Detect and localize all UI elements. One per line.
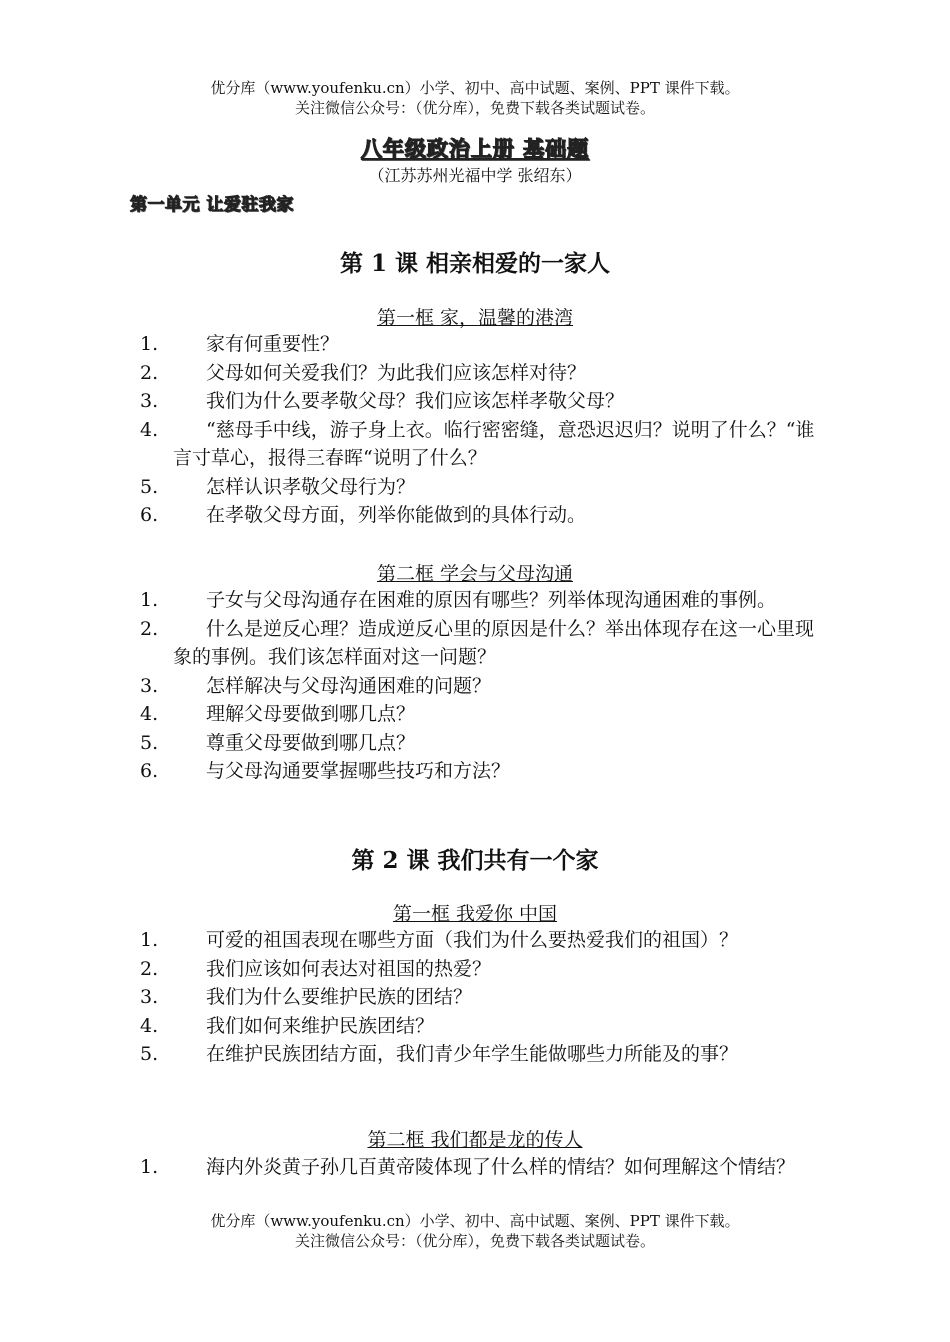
lesson-title: 第 1 课 相亲相爱的一家人 bbox=[339, 250, 611, 277]
question-item bbox=[140, 672, 820, 701]
section-title: 第一框 家，温馨的港湾 bbox=[376, 307, 574, 329]
question-number: 5. bbox=[140, 731, 159, 754]
question-number: 1. bbox=[140, 589, 159, 611]
question-number: 1. bbox=[140, 929, 159, 951]
question-list bbox=[140, 926, 820, 1069]
question-number: 6. bbox=[140, 760, 159, 782]
question-number: 6. bbox=[140, 504, 159, 526]
question-number: 1. bbox=[140, 1156, 159, 1178]
question-number: 2. bbox=[140, 957, 159, 980]
question-number: 4. bbox=[140, 1014, 159, 1037]
lesson-title: 第 2 课 我们共有一个家 bbox=[351, 847, 599, 874]
question-text: 我们应该如何表达对祖国的热爱？ bbox=[206, 957, 492, 980]
question-list bbox=[140, 1153, 820, 1182]
question-text: 我们为什么要孝敬父母？我们应该怎样孝敬父母？ bbox=[206, 390, 625, 412]
footer-line-2: 关注微信公众号：（优分库），免费下载各类试题试卷。 bbox=[294, 1232, 655, 1250]
page-header bbox=[0, 78, 950, 118]
question-number: 2. bbox=[140, 617, 159, 640]
document-title: 八年级政治上册 基础题 bbox=[360, 137, 590, 161]
question-text: 怎样解决与父母沟通困难的问题？ bbox=[206, 674, 492, 697]
question-list bbox=[140, 586, 820, 786]
question-item bbox=[140, 700, 820, 729]
question-item bbox=[140, 387, 820, 416]
question-text: 与父母沟通要掌握哪些技巧和方法？ bbox=[206, 760, 511, 782]
question-text: 父母如何关爱我们？为此我们应该怎样对待？ bbox=[206, 361, 587, 384]
question-item bbox=[140, 1040, 820, 1069]
question-item bbox=[140, 926, 820, 955]
unit-heading: 第一单元 让爱驻我家 bbox=[130, 195, 294, 215]
question-item bbox=[140, 473, 820, 502]
question-text: 我们为什么要维护民族的团结？ bbox=[206, 986, 473, 1008]
question-item bbox=[140, 983, 820, 1012]
question-list bbox=[140, 330, 820, 530]
question-text: 子女与父母沟通存在困难的原因有哪些？列举体现沟通困难的事例。 bbox=[206, 589, 777, 611]
question-text: 尊重父母要做到哪几点？ bbox=[206, 731, 416, 754]
section-title: 第二框 我们都是龙的传人 bbox=[367, 1129, 583, 1151]
question-number: 3. bbox=[140, 986, 159, 1008]
question-text: 什么是逆反心理？造成逆反心里的原因是什么？举出体现存在这一心里现象的事例。我们该怎样面对这一问题？ bbox=[173, 617, 815, 668]
question-item bbox=[140, 757, 820, 786]
footer-line-1: 优分库（www.youfenku.cn）小学、初中、高中试题、案例、PPT 课件下载。 bbox=[210, 1212, 740, 1230]
question-item bbox=[140, 359, 820, 388]
question-text: “慈母手中线，游子身上衣。临行密密缝，意恐迟迟归？说明了什么？“谁言寸草心，报得三春晖“说明了什么？ bbox=[173, 418, 815, 469]
question-number: 1. bbox=[140, 333, 159, 355]
question-item bbox=[140, 615, 820, 672]
question-item bbox=[140, 586, 820, 615]
question-number: 2. bbox=[140, 361, 159, 384]
question-text: 我们如何来维护民族团结？ bbox=[206, 1014, 435, 1037]
question-number: 5. bbox=[140, 475, 159, 498]
question-text: 在维护民族团结方面，我们青少年学生能做哪些力所能及的事？ bbox=[206, 1043, 739, 1065]
question-item bbox=[140, 1012, 820, 1041]
question-text: 理解父母要做到哪几点？ bbox=[206, 703, 416, 725]
question-text: 家有何重要性？ bbox=[206, 333, 340, 355]
question-text: 怎样认识孝敬父母行为？ bbox=[206, 475, 416, 498]
section-title: 第一框 我爱你 中国 bbox=[392, 903, 558, 925]
question-number: 3. bbox=[140, 674, 159, 697]
question-number: 3. bbox=[140, 390, 159, 412]
question-item bbox=[140, 1153, 820, 1182]
question-item bbox=[140, 416, 820, 473]
question-item bbox=[140, 330, 820, 359]
question-item bbox=[140, 729, 820, 758]
document-subtitle: （江苏苏州光福中学 张绍东） bbox=[368, 166, 582, 185]
question-number: 4. bbox=[140, 418, 159, 441]
question-text: 可爱的祖国表现在哪些方面（我们为什么要热爱我们的祖国）？ bbox=[206, 929, 739, 951]
question-number: 5. bbox=[140, 1043, 159, 1065]
question-item bbox=[140, 955, 820, 984]
header-line-1: 优分库（www.youfenku.cn）小学、初中、高中试题、案例、PPT 课件下载。 bbox=[210, 79, 740, 97]
header-line-2: 关注微信公众号：（优分库），免费下载各类试题试卷。 bbox=[294, 99, 655, 117]
page-footer bbox=[0, 1211, 950, 1251]
question-text: 在孝敬父母方面，列举你能做到的具体行动。 bbox=[206, 504, 587, 526]
question-number: 4. bbox=[140, 703, 159, 725]
question-item bbox=[140, 501, 820, 530]
section-title: 第二框 学会与父母沟通 bbox=[376, 563, 574, 585]
question-text: 海内外炎黄子孙几百黄帝陵体现了什么样的情结？如何理解这个情结？ bbox=[206, 1156, 796, 1178]
